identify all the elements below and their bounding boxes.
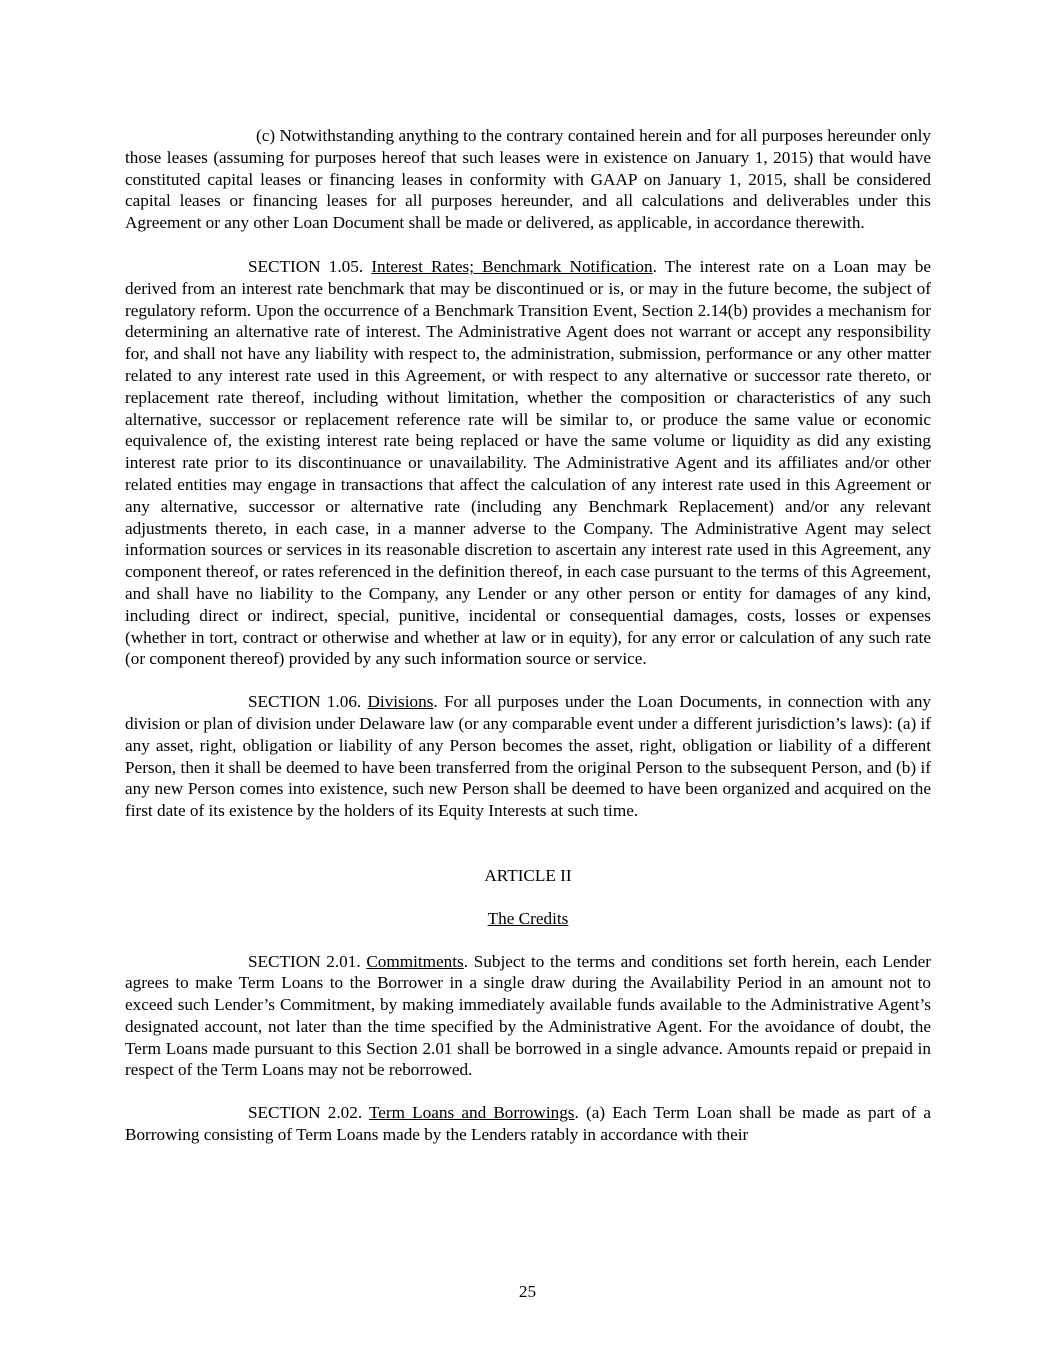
section-1-06-heading: Divisions [367, 692, 434, 712]
page-number: 25 [518, 1282, 537, 1301]
article-heading: ARTICLE II [484, 865, 572, 885]
section-2-01-body: Subject to the terms and conditions set forth herein, each Lender agrees to make Term Loans to the Borrower in a single draw during the Availability Period in an amount not to exceed such Lender’s Commitment, by making immediately available funds available to the Administrative Agent’s designated account, not later than the time specified by the Administrative Agent. For the avoidance of doubt, the Term Loans made pursuant to this Section 2.01 shall be borrowed in a single advance. Amounts repaid or prepaid in respect of the Term Loans may not be reborrowed. [125, 951, 931, 1080]
section-2-01-label: SECTION 2.01. [248, 951, 361, 971]
article-title-text: The Credits [487, 908, 569, 928]
section-2-01: SECTION 2.01. Commitments. Subject to the terms and conditions set forth herein, each Lender agrees to make Term Loans to the Borrower in a single draw during the Availability Period in an amount not to exceed such Lender’s Commitment, by making immediately available funds available to the Administrative Agent’s designated account, not later than the time specified by the Administrative Agent. For the avoidance of doubt, the Term Loans made pursuant to this Section 2.01 shall be borrowed in a single advance. Amounts repaid or prepaid in respect of the Term Loans may not be reborrowed. [125, 951, 931, 1080]
paragraph-c-capital-leases: (c) Notwithstanding anything to the contrary contained herein and for all purposes hereunder only those leases (assuming for purposes hereof that such leases were in existence on January 1, 2015) that would have constituted capital leases or financing leases in conformity with GAAP on January 1, 2015, shall be considered capital leases or financing leases for all purposes hereunder, and all calculations and deliverables under this Agreement or any other Loan Document shall be made or delivered, as applicable, in accordance therewith. [125, 126, 931, 233]
section-2-02: SECTION 2.02. Term Loans and Borrowings. (a) Each Term Loan shall be made as part of a Borrowing consisting of Term Loans made by the Lenders ratably in accordance with their [125, 1103, 931, 1145]
section-1-05-body: The interest rate on a Loan may be derived from an interest rate benchmark that may be discontinued or is, or may in the future become, the subject of regulatory reform. Upon the occurrence of a Benchmark Transition Event, Section 2.14(b) provides a mechanism for determining an alternative rate of interest. The Administrative Agent does not warrant or accept any responsibility for, and shall not have any liability with respect to, the administration, submission, performance or any other matter related to any interest rate used in this Agreement, or with respect to any alternative or successor rate thereto, or replacement rate thereof, including without limitation, whether the composition or characteristics of any such alternative, successor or replacement reference rate will be similar to, or produce the same value or economic equivalence of, the existing interest rate being replaced or have the same volume or liquidity as did any existing interest rate prior to its discontinuance or unavailability. The Administrative Agent and its affiliates and/or other related entities may engage in transactions that affect the calculation of any interest rate used in this Agreement or any alternative, successor or alternative rate (including any Benchmark Replacement) and/or any relevant adjustments thereto, in each case, in a manner adverse to the Company. The Administrative Agent may select information sources or services in its reasonable discretion to ascertain any interest rate used in this Agreement, any component thereof, or rates referenced in the definition thereof, in each case pursuant to the terms of this Agreement, and shall have no liability to the Company, any Lender or any other person or entity for damages of any kind, including direct or indirect, special, punitive, incidental or consequential damages, costs, losses or expenses (whether in tort, contract or otherwise and whether at law or in equity), for any error or calculation of any such rate (or component thereof) provided by any such information source or service. [125, 256, 932, 669]
section-1-05-heading: Interest Rates; Benchmark Notification [371, 256, 653, 276]
section-1-06-body: For all purposes under the Loan Documents, in connection with any division or plan of division under Delaware law (or any comparable event under a different jurisdiction’s laws): (a) if any asset, right, obligation or liability of any Person becomes the asset, right, obligation or liability of a different Person, then it shall be deemed to have been transferred from the original Person to the subsequent Person, and (b) if any new Person comes into existence, such new Person shall be deemed to have been organized and acquired on the first date of its existence by the holders of its Equity Interests at such time. [125, 692, 932, 821]
section-2-02-label: SECTION 2.02. [248, 1103, 363, 1123]
section-2-01-heading: Commitments [366, 951, 464, 971]
section-1-05-label: SECTION 1.05. [248, 256, 364, 276]
document-page [125, 125, 931, 1146]
section-1-06: SECTION 1.06. Divisions. For all purposes under the Loan Documents, in connection with any division or plan of division under Delaware law (or any comparable event under a different jurisdiction’s laws): (a) if any asset, right, obligation or liability of any Person becomes the asset, right, obligation or liability of a different Person, then it shall be deemed to have been transferred from the original Person to the subsequent Person, and (b) if any new Person comes into existence, such new Person shall be deemed to have been organized and acquired on the first date of its existence by the holders of its Equity Interests at such time. [125, 692, 932, 821]
section-2-02-heading: Term Loans and Borrowings [368, 1103, 575, 1123]
section-1-05: SECTION 1.05. Interest Rates; Benchmark Notification. The interest rate on a Loan may be derived from an interest rate benchmark that may be discontinued or is, or may in the future become, the subject of regulatory reform. Upon the occurrence of a Benchmark Transition Event, Section 2.14(b) provides a mechanism for determining an alternative rate of interest. The Administrative Agent does not warrant or accept any responsibility for, and shall not have any liability with respect to, the administration, submission, performance or any other matter related to any interest rate used in this Agreement, or with respect to any alternative or successor rate thereto, or replacement rate thereof, including without limitation, whether the composition or characteristics of any such alternative, successor or replacement reference rate will be similar to, or produce the same value or economic equivalence of, the existing interest rate being replaced or have the same volume or liquidity as did any existing interest rate prior to its discontinuance or unavailability. The Administrative Agent and its affiliates and/or other related entities may engage in transactions that affect the calculation of any interest rate used in this Agreement or any alternative, successor or alternative rate (including any Benchmark Replacement) and/or any relevant adjustments thereto, in each case, in a manner adverse to the Company. The Administrative Agent may select information sources or services in its reasonable discretion to ascertain any interest rate used in this Agreement, any component thereof, or rates referenced in the definition thereof, in each case pursuant to the terms of this Agreement, and shall have no liability to the Company, any Lender or any other person or entity for damages of any kind, including direct or indirect, special, punitive, incidental or consequential damages, costs, losses or expenses (whether in tort, contract or otherwise and whether at law or in equity), for any error or calculation of any such rate (or component thereof) provided by any such information source or service. [125, 256, 932, 669]
section-1-06-label: SECTION 1.06. [248, 692, 362, 712]
article-title [125, 908, 931, 930]
section-2-02-body: (a) Each Term Loan shall be made as part of a Borrowing consisting of Term Loans made by the Lenders ratably in accordance with their [125, 1103, 931, 1145]
